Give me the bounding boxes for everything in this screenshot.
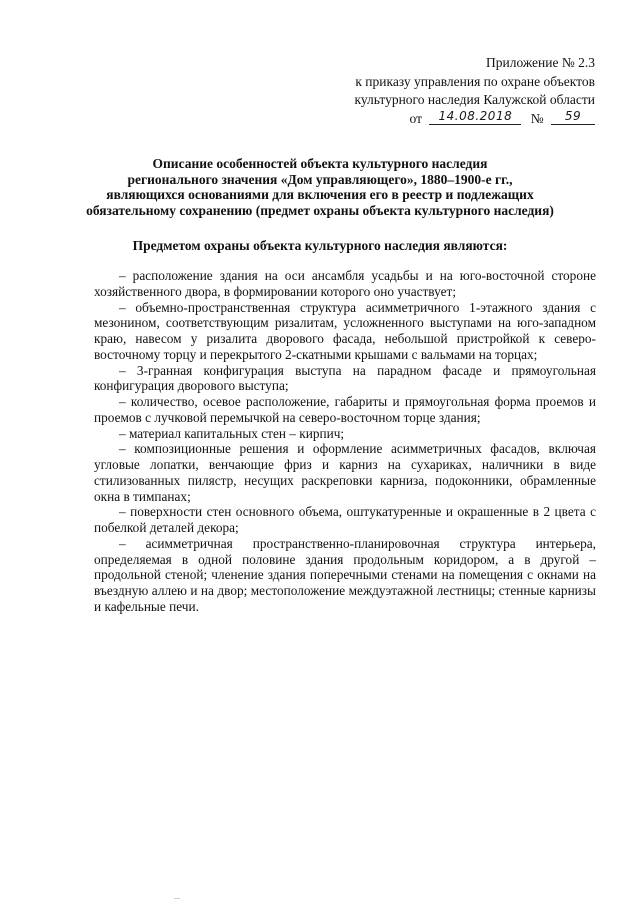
appendix-number: Приложение № 2.3 bbox=[486, 55, 595, 70]
section-heading: Предметом охраны объекта культурного наследия являются: bbox=[132, 238, 508, 253]
order-date-number-line bbox=[295, 110, 595, 129]
scan-artifact bbox=[174, 898, 180, 899]
list-item: – материал капитальных стен – кирпич; bbox=[119, 425, 345, 441]
appendix-header bbox=[295, 54, 595, 128]
protection-items-list bbox=[94, 268, 596, 615]
title-line-4: обязательному сохранению (предмет охраны объекта культурного наследия) bbox=[86, 202, 554, 218]
number-field bbox=[551, 110, 595, 125]
handwritten-number: 59 bbox=[564, 108, 582, 123]
document-title bbox=[46, 156, 594, 218]
title-line-1: Описание особенностей объекта культурного наследия bbox=[152, 156, 488, 171]
list-item: – 3-гранная конфигурация выступа на парадном фасаде и прямоугольная конфигурация дворового выступа; bbox=[94, 362, 596, 394]
order-reference-line: к приказу управления по охране объектов bbox=[355, 73, 595, 89]
number-prefix: № bbox=[530, 110, 544, 126]
title-line-3: являющихся основаниями для включения его в реестр и подлежащих bbox=[106, 187, 534, 202]
date-field bbox=[429, 110, 521, 125]
list-item: – объемно-пространственная структура асимметричного 1-этажного здания с мезонином, соответствующим ризалитам, усложненного выступами на юго-западном краю, навесом у ризалита дворового фасада, небольшой пристройкой к северо-восточному торцу и перекрытого 2-скатными крышами с вальмами на торцах; bbox=[94, 299, 596, 362]
handwritten-date: 14.08.2018 bbox=[438, 108, 513, 123]
list-item: – поверхности стен основного объема, оштукатуренные и окрашенные в 2 цвета с побелкой деталей декора; bbox=[94, 504, 596, 535]
list-item: – композиционные решения и оформление асимметричных фасадов, включая угловые лопатки, венчающие фриз и карниз на сухариках, наличники в виде стилизованных пилястр, несущих раскреповки карниза, подоконники, обрамленные окна в тимпанах; bbox=[94, 441, 596, 504]
list-item: – количество, осевое расположение, габариты и прямоугольная форма проемов и проемов с лучковой перемычкой на северо-восточном торце здания; bbox=[94, 394, 596, 425]
from-prefix: от bbox=[409, 110, 422, 126]
list-item: – расположение здания на оси ансамбля усадьбы и на юго-восточной стороне хозяйственного двора, в формировании которого оно участвует; bbox=[94, 268, 596, 299]
authority-line: культурного наследия Калужской области bbox=[354, 92, 595, 107]
title-line-2: регионального значения «Дом управляющего», 1880–1900-е гг., bbox=[127, 171, 513, 187]
list-item: – асимметричная пространственно-планировочная структура интерьера, определяемая в одной половине здания продольным коридором, а в другой – продольной стеной; членение здания поперечными стенами на помещения с окнами на въездную аллею и на двор; местоположение междуэтажной лестницы; стенные карнизы и кафельные печи. bbox=[94, 535, 596, 614]
